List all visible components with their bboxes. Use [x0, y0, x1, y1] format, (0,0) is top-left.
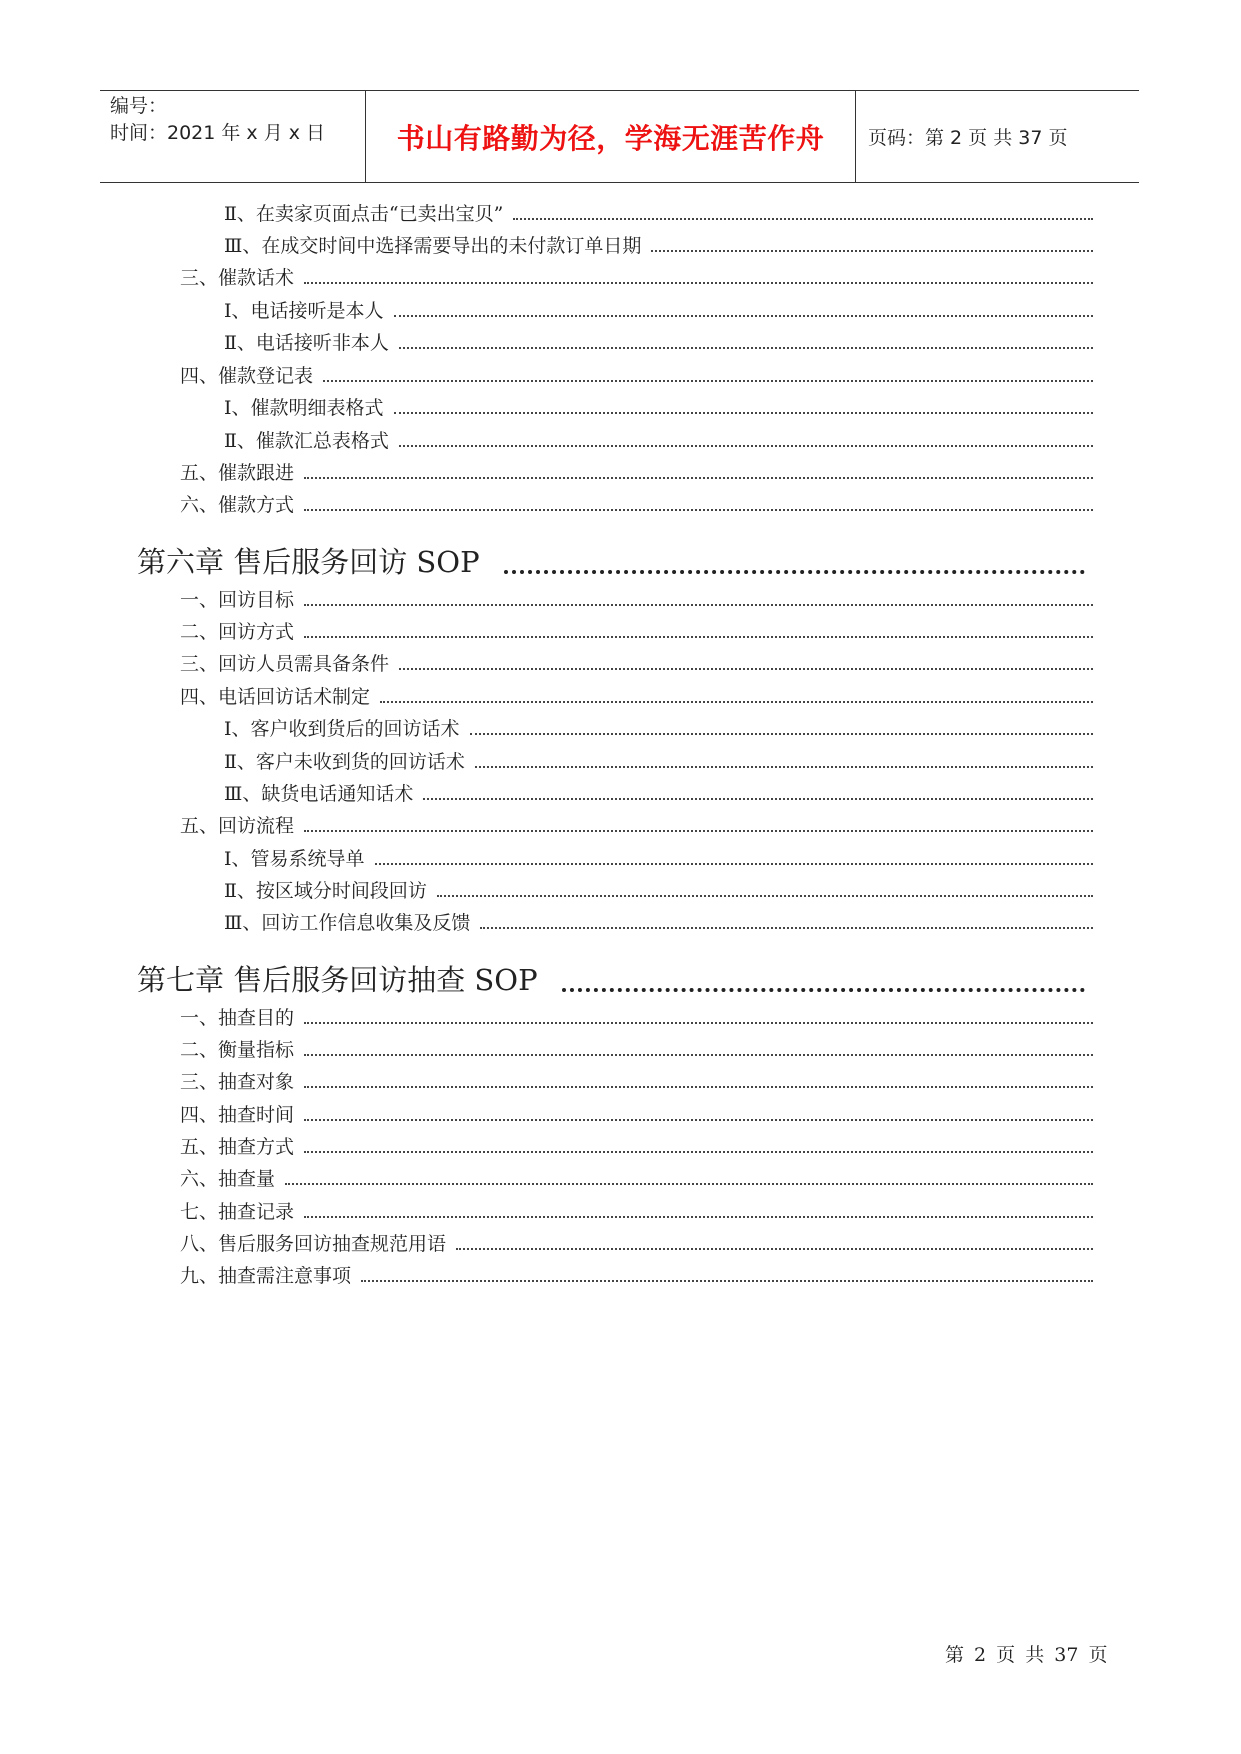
toc-entry[interactable] [180, 1067, 1093, 1097]
toc-entry-label: 一、回访目标 [180, 589, 295, 611]
toc-entry[interactable] [224, 393, 1093, 423]
toc-leader-dots [304, 1021, 1093, 1024]
toc-entry[interactable] [224, 426, 1093, 456]
toc-entry[interactable] [224, 199, 1093, 229]
toc-entry[interactable] [180, 1164, 1093, 1194]
toc-leader-dots [394, 411, 1093, 414]
toc-leader-dots [304, 1118, 1093, 1121]
toc-entry[interactable] [224, 328, 1093, 358]
toc-entry-label: 三、抽查对象 [180, 1071, 295, 1093]
toc-leader-dots [437, 894, 1093, 897]
toc-entry[interactable] [180, 490, 1093, 520]
toc-entry[interactable] [180, 649, 1093, 679]
toc-leader-dots [504, 569, 1085, 574]
toc-leader-dots [513, 217, 1093, 220]
toc-leader-dots [651, 249, 1093, 252]
toc-leader-dots [394, 314, 1093, 317]
toc-leader-dots [304, 829, 1093, 832]
toc-entry[interactable] [180, 1132, 1093, 1162]
toc-leader-dots [423, 797, 1093, 800]
toc-leader-dots [380, 700, 1093, 703]
toc-entry[interactable] [180, 1229, 1093, 1259]
toc-entry-label: 四、电话回访话术制定 [180, 686, 371, 708]
toc-leader-dots [304, 603, 1093, 606]
toc-entry[interactable] [180, 1035, 1093, 1065]
toc-entry-label: 四、催款登记表 [180, 365, 314, 387]
toc-leader-dots [304, 508, 1093, 511]
toc-entry-label: 九、抽查需注意事项 [180, 1265, 352, 1287]
toc-entry-label: Ⅱ、客户未收到货的回访话术 [224, 751, 465, 773]
toc-entry[interactable] [180, 682, 1093, 712]
toc-entry[interactable] [180, 1003, 1093, 1033]
toc-entry-label: 四、抽查时间 [180, 1104, 295, 1126]
toc-entry-label: Ⅰ、管易系统导单 [224, 848, 365, 870]
toc-entry-label: 三、催款话术 [180, 267, 295, 289]
toc-entry-label: 七、抽查记录 [180, 1201, 295, 1223]
toc-entry[interactable] [180, 361, 1093, 391]
page-header [100, 90, 1139, 183]
toc-leader-dots [480, 926, 1093, 929]
toc-leader-dots [361, 1279, 1093, 1282]
toc-leader-dots [456, 1247, 1093, 1250]
toc-entry-label: 第七章 售后服务回访抽查 SOP [137, 963, 538, 997]
toc-leader-dots [399, 444, 1093, 447]
page-footer: 第 2 页 共 37 页 [945, 1644, 1108, 1666]
toc-entry[interactable] [224, 908, 1093, 938]
toc-entry-label: 五、回访流程 [180, 815, 295, 837]
toc-entry-label: Ⅰ、客户收到货后的回访话术 [224, 718, 460, 740]
toc-entry[interactable] [224, 844, 1093, 874]
toc-leader-dots [304, 476, 1093, 479]
toc-leader-dots [375, 862, 1093, 865]
header-page-number: 页码：第 2 页 共 37 页 [868, 127, 1068, 149]
toc-chapter-entry[interactable] [137, 958, 1085, 1002]
toc-leader-dots [470, 732, 1093, 735]
toc-entry-label: 二、衡量指标 [180, 1039, 295, 1061]
toc-entry[interactable] [180, 617, 1093, 647]
toc-entry[interactable] [180, 263, 1093, 293]
toc-entry-label: Ⅰ、催款明细表格式 [224, 397, 384, 419]
toc-entry[interactable] [224, 747, 1093, 777]
toc-entry[interactable] [224, 296, 1093, 326]
toc-entry-label: 六、抽查量 [180, 1168, 276, 1190]
toc-entry-label: 六、催款方式 [180, 494, 295, 516]
toc-entry-label: Ⅱ、催款汇总表格式 [224, 430, 389, 452]
toc-entry[interactable] [180, 1100, 1093, 1130]
header-meta [100, 91, 365, 182]
toc-leader-dots [304, 1215, 1093, 1218]
toc-entry[interactable] [224, 231, 1093, 261]
header-motto: 书山有路勤为径，学海无涯苦作舟 [365, 91, 856, 182]
toc-leader-dots [304, 1150, 1093, 1153]
toc-entry-label: 二、回访方式 [180, 621, 295, 643]
toc-entry-label: 五、催款跟进 [180, 462, 295, 484]
toc-leader-dots [475, 765, 1093, 768]
toc-leader-dots [399, 667, 1093, 670]
toc-leader-dots [323, 379, 1093, 382]
toc-entry[interactable] [224, 876, 1093, 906]
toc-entry-label: Ⅱ、电话接听非本人 [224, 332, 389, 354]
toc-entry-label: 五、抽查方式 [180, 1136, 295, 1158]
toc-leader-dots [304, 635, 1093, 638]
toc-entry-label: Ⅱ、在卖家页面点击“已卖出宝贝” [224, 203, 504, 225]
serial-label: 编号： [110, 95, 168, 117]
toc-leader-dots [304, 1053, 1093, 1056]
toc-leader-dots [285, 1182, 1093, 1185]
toc-entry-label: 八、售后服务回访抽查规范用语 [180, 1233, 447, 1255]
toc-entry[interactable] [180, 585, 1093, 615]
toc-leader-dots [562, 987, 1085, 992]
toc-leader-dots [304, 1085, 1093, 1088]
toc-entry[interactable] [180, 458, 1093, 488]
toc-chapter-entry[interactable] [137, 540, 1085, 584]
toc-entry[interactable] [180, 1197, 1093, 1227]
time-label: 时间：2021 年 x 月 x 日 [110, 122, 326, 144]
toc-entry[interactable] [224, 714, 1093, 744]
toc-entry[interactable] [180, 811, 1093, 841]
toc-entry[interactable] [180, 1261, 1093, 1291]
toc-entry-label: Ⅲ、在成交时间中选择需要导出的未付款订单日期 [224, 235, 642, 257]
toc-entry[interactable] [224, 779, 1093, 809]
toc-leader-dots [304, 281, 1093, 284]
toc-entry-label: 第六章 售后服务回访 SOP [137, 545, 480, 579]
toc-entry-label: Ⅲ、回访工作信息收集及反馈 [224, 912, 471, 934]
toc-entry-label: 一、抽查目的 [180, 1007, 295, 1029]
toc-entry-label: Ⅲ、缺货电话通知话术 [224, 783, 414, 805]
toc-leader-dots [399, 346, 1093, 349]
toc-entry-label: Ⅰ、电话接听是本人 [224, 300, 384, 322]
toc-entry-label: Ⅱ、按区域分时间段回访 [224, 880, 427, 902]
toc-entry-label: 三、回访人员需具备条件 [180, 653, 390, 675]
